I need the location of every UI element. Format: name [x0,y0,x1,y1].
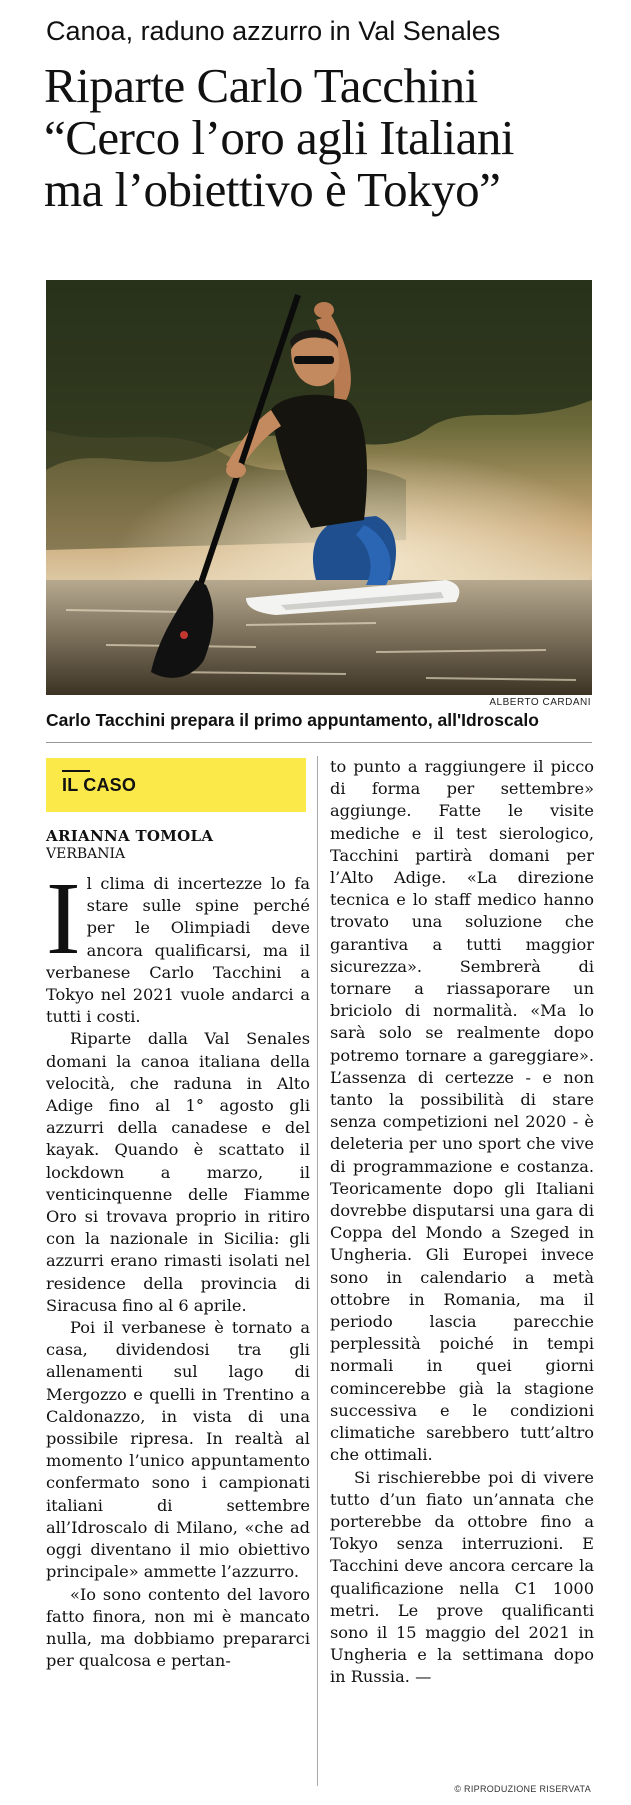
headline-line: ma l’obiettivo è Tokyo” [44,162,501,217]
paragraph-text: l clima di incertezze lo fa stare sulle spine perché per le Olimpiadi deve ancora qualificarsi, ma il verbanese Carlo Tacchini a Tokyo nel 2021 vuole andarci a tutti i costi. [46,874,310,1027]
article-photo [46,280,592,695]
paragraph: Riparte dalla Val Senales domani la canoa italiana della velocità, che raduna in Alto Adige fino al 1° agosto gli azzurri della canadese e del kayak. Quando è scattato il lockdown a marzo, il venticinquenne delle Fiamme Oro si trovava proprio in ritiro con la nazionale in Sicilia: gli azzurri erano rimasti isolati nel residence della provincia di Siracusa fino al 6 aprile. [46,1029,310,1315]
photo-caption: Carlo Tacchini prepara il primo appuntamento, all'Idroscalo [46,710,539,730]
section-label: IL CASO [62,775,137,795]
drop-cap: I [46,861,81,976]
headline-line: Riparte Carlo Tacchini [44,58,478,113]
kicker: Canoa, raduno azzurro in Val Senales [46,16,501,46]
headline [44,60,604,216]
paragraph [46,861,310,1028]
caption-divider [46,742,592,743]
dateline-place: VERBANIA [46,846,126,862]
article-column-2 [330,756,594,1689]
photo-credit: ALBERTO CARDANI [489,697,591,708]
paragraph: to punto a raggiungere il picco di forma per settembre» aggiunge. Fatte le visite mediche e il test sierologico, Tacchini partirà domani per l’Alto Adige. «La direzione tecnica e lo staff medico hanno trovato una soluzione che garantiva a tutti maggior sicurezza». Sembrerà di tornare a riassaporare un briciolo di normalità. «Ma lo sarà solo se realmente dopo potremo tornare a gareggiare». L’assenza di certezze - e non tanto la possibilità di stare senza competizioni nel 2020 - è deleteria per uno sport che vive di programmazione e costanza. Teoricamente dopo gli Italiani dovrebbe disputarsi una gara di Coppa del Mondo a Szeged in Ungheria. Gli Europei invece sono in calendario a metà ottobre in Romania, ma il periodo lascia parecchie perplessità poiché in tempi normali in quei giorni comincerebbe già la stagione successiva e le condizioni climatiche sarebbero tutt’altro che ottimali. [330,757,594,1465]
article-column-1 [46,861,310,1672]
copyright: © RIPRODUZIONE RISERVATA [454,1784,591,1794]
paragraph: Poi il verbanese è tornato a casa, dividendosi tra gli allenamenti sul lago di Mergozzo e quelli in Trentino a Caldonazzo, in vista di una possibile ripresa. In realtà al momento l’unico appuntamento confermato sono i campionati italiani di settembre all’Idroscalo di Milano, «che ad oggi diventano il mio obiettivo principale» ammette l’azzurro. [46,1318,310,1582]
section-badge-rule [62,770,90,772]
paragraph: Si rischierebbe poi di vivere tutto d’un fiato un’annata che porterebbe da ottobre fino a Tokyo senza interruzioni. E Tacchini deve ancora cercare la qualificazione nella C1 1000 metri. Le prove qualificanti sono il 15 maggio del 2021 in Ungheria e la settimana dopo in Russia. — [330,1467,594,1687]
paragraph: «Io sono contento del lavoro fatto finora, non mi è mancato nulla, ma dobbiamo prepararci per qualcosa e pertan- [46,1584,310,1671]
author: ARIANNA TOMOLA [46,827,214,845]
headline-line: “Cerco l’oro agli Italiani [44,110,514,165]
column-divider [317,756,318,1786]
